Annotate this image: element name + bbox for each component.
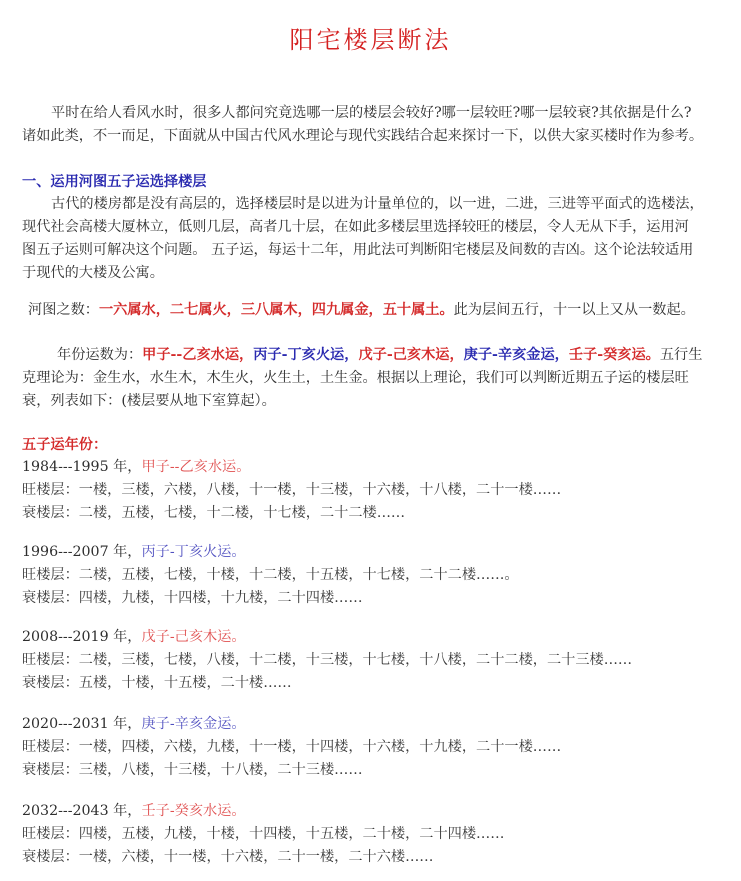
period-years: 2020---2031 年，	[22, 716, 142, 732]
year-luck-line-1	[57, 345, 702, 365]
period-5-decline	[22, 847, 433, 867]
year-luck-line-3: 衰，列表如下：(楼层要从地下室算起）。	[22, 393, 276, 409]
year-luck-label: 年份运数为：	[57, 347, 143, 363]
intro-line-1: 平时在给人看风水时，很多人都问究竟选哪一层的楼层会较好?哪一层较旺?哪一层较衰?其依据是什么?	[51, 105, 692, 121]
year-luck-item-5: 壬子-癸亥运。	[568, 347, 660, 363]
prosper-floors: 二楼，三楼，七楼，八楼，十二楼，十三楼，十七楼，十八楼，二十二楼，二十三楼……	[78, 652, 633, 668]
period-2-decline	[22, 588, 363, 608]
section-para-line-4: 于现代的大楼及公寓。	[22, 265, 164, 281]
decline-floors: 四楼，九楼，十四楼，十九楼，二十四楼……	[78, 590, 363, 606]
prosper-label: 旺楼层：	[22, 482, 79, 498]
period-2-title	[22, 542, 246, 562]
period-4-prosper	[22, 737, 561, 757]
decline-floors: 二楼，五楼，七楼，十二楼，十七楼，二十二楼……	[78, 505, 406, 521]
prosper-label: 旺楼层：	[22, 739, 79, 755]
period-years: 1996---2007 年，	[22, 544, 142, 560]
section-para-line-3: 图五子运则可解决这个问题。 五子运，每运十二年，用此法可判断阳宅楼层及间数的吉凶。这个论法较适用	[22, 242, 694, 258]
period-cycle: 甲子--乙亥水运。	[141, 459, 251, 475]
year-luck-item-3: 戊子-己亥木运，	[358, 347, 464, 363]
period-2-prosper	[22, 565, 519, 585]
prosper-label: 旺楼层：	[22, 826, 79, 842]
period-4-decline	[22, 760, 363, 780]
prosper-label: 旺楼层：	[22, 652, 79, 668]
period-years: 2008---2019 年，	[22, 629, 142, 645]
prosper-floors: 一楼，三楼，六楼，八楼，十一楼，十三楼，十六楼，十八楼，二十一楼……	[78, 482, 562, 498]
period-1-prosper	[22, 480, 561, 500]
period-cycle: 庚子-辛亥金运。	[141, 716, 246, 732]
period-1-title	[22, 457, 250, 477]
period-3-decline	[22, 673, 292, 693]
decline-label: 衰楼层：	[22, 590, 79, 606]
decline-floors: 一楼，六楼，十一楼，十六楼，二十一楼，二十六楼……	[78, 849, 434, 865]
period-cycle: 戊子-己亥木运。	[141, 629, 246, 645]
section-heading: 一、运用河图五子运选择楼层	[22, 174, 207, 190]
period-3-title	[22, 627, 246, 647]
period-5-title	[22, 801, 246, 821]
section-para-line-1: 古代的楼房都是没有高层的，选择楼层时是以进为计量单位的，以一进，二进，三进等平面式的选楼法，	[51, 196, 704, 212]
section-para-line-2: 现代社会高楼大厦林立，低则几层，高者几十层，在如此多楼层里选择较旺的楼层，令人无从下手，运用河	[22, 219, 689, 235]
prosper-label: 旺楼层：	[22, 567, 79, 583]
periods-heading: 五子运年份：	[22, 437, 108, 453]
decline-label: 衰楼层：	[22, 762, 79, 778]
decline-label: 衰楼层：	[22, 849, 79, 865]
period-cycle: 壬子-癸亥水运。	[141, 803, 246, 819]
prosper-floors: 一楼，四楼，六楼，九楼，十一楼，十四楼，十六楼，十九楼，二十一楼……	[78, 739, 562, 755]
year-luck-item-1: 甲子--乙亥水运，	[142, 347, 254, 363]
year-luck-tail: 五行生	[659, 347, 703, 363]
document-title: 阳宅楼层断法	[289, 26, 452, 54]
year-luck-line-2: 克理论为：金生水，水生木，木生火，火生土，土生金。根据以上理论，我们可以判断近期五子运的楼层旺	[22, 370, 689, 386]
prosper-floors: 四楼，五楼，九楼，十楼，十四楼，十五楼，二十楼，二十四楼……	[78, 826, 505, 842]
hetu-highlight: 一六属水，二七属火，三八属木，四九属金，五十属土。	[98, 302, 454, 318]
year-luck-item-2: 丙子-丁亥火运，	[253, 347, 359, 363]
decline-label: 衰楼层：	[22, 675, 79, 691]
period-4-title	[22, 714, 246, 734]
year-luck-item-4: 庚子-辛亥金运，	[463, 347, 569, 363]
intro-line-2: 诸如此类，不一而足，下面就从中国古代风水理论与现代实践结合起来探讨一下，以供大家买楼时作为参考。	[22, 128, 704, 144]
period-cycle: 丙子-丁亥火运。	[141, 544, 246, 560]
period-3-prosper	[22, 650, 632, 670]
period-5-prosper	[22, 824, 504, 844]
prosper-floors: 二楼，五楼，七楼，十楼，十二楼，十五楼，十七楼，二十二楼……。	[78, 567, 519, 583]
hetu-line	[28, 300, 695, 320]
period-years: 2032---2043 年，	[22, 803, 142, 819]
hetu-label: 河图之数：	[28, 302, 99, 318]
hetu-rest: 此为层间五行，十一以上又从一数起。	[453, 302, 695, 318]
period-1-decline	[22, 503, 405, 523]
decline-label: 衰楼层：	[22, 505, 79, 521]
period-years: 1984---1995 年，	[22, 459, 142, 475]
decline-floors: 五楼，十楼，十五楼，二十楼……	[78, 675, 292, 691]
decline-floors: 三楼，八楼，十三楼，十八楼，二十三楼……	[78, 762, 363, 778]
